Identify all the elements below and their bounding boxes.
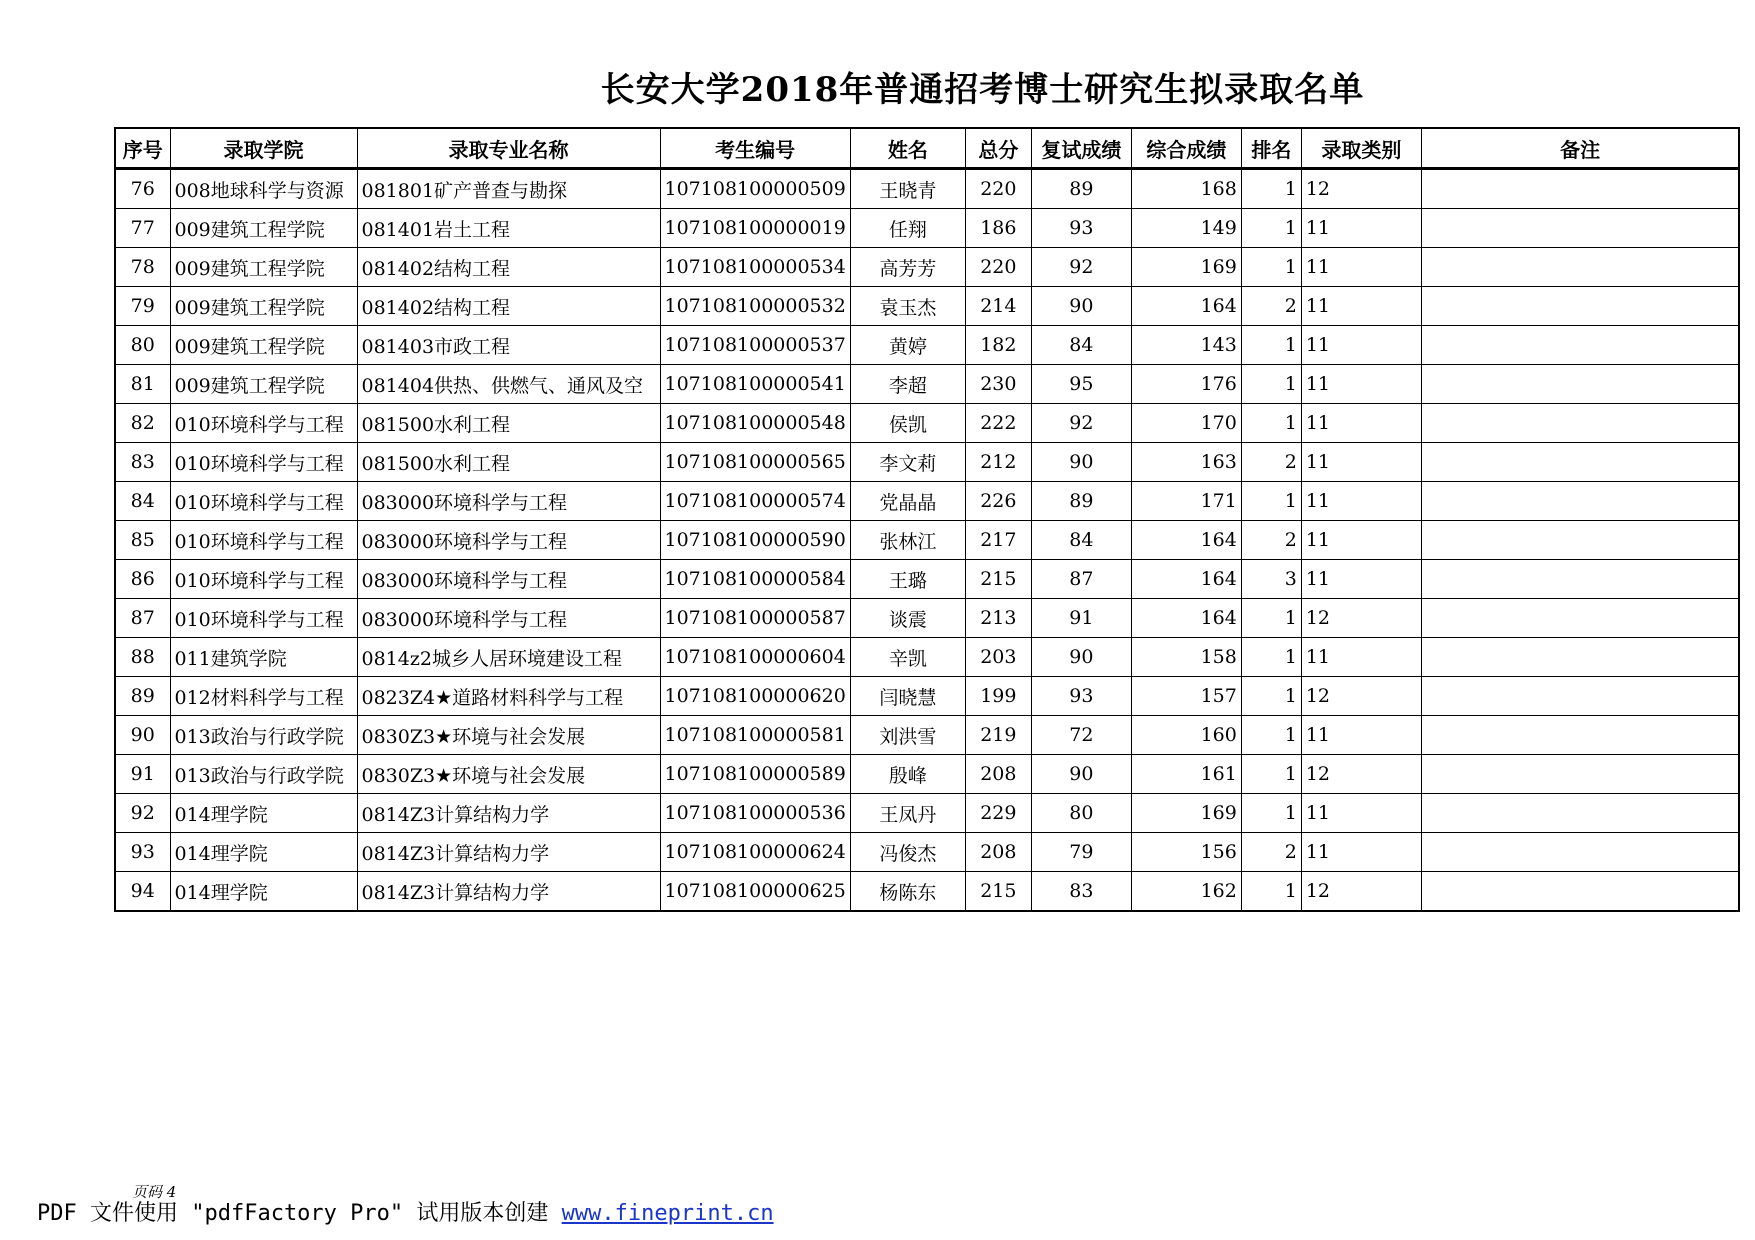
cell-index: 79: [115, 287, 170, 326]
cell-major: 0814Z3计算结构力学: [357, 794, 660, 833]
cell-major: 0830Z3★环境与社会发展: [357, 755, 660, 794]
cell-total-score: 215: [965, 560, 1031, 599]
cell-name: 侯凯: [850, 404, 965, 443]
cell-rank: 1: [1241, 365, 1301, 404]
cell-college: 010环境科学与工程: [170, 482, 357, 521]
cell-total-score: 186: [965, 209, 1031, 248]
cell-admission-type: 11: [1301, 287, 1421, 326]
cell-admission-type: 11: [1301, 248, 1421, 287]
cell-index: 77: [115, 209, 170, 248]
pdf-footer-text: PDF 文件使用 "pdfFactory Pro" 试用版本创建: [37, 1201, 562, 1226]
cell-admission-type: 12: [1301, 872, 1421, 912]
cell-admission-type: 12: [1301, 169, 1421, 209]
cell-total-score: 213: [965, 599, 1031, 638]
cell-candidate-id: 107108100000584: [660, 560, 850, 599]
cell-college: 010环境科学与工程: [170, 443, 357, 482]
cell-total-score: 215: [965, 872, 1031, 912]
cell-total-score: 220: [965, 248, 1031, 287]
cell-rank: 1: [1241, 169, 1301, 209]
cell-name: 袁玉杰: [850, 287, 965, 326]
col-header-retest-score: 复试成绩: [1031, 128, 1131, 169]
cell-composite-score: 162: [1131, 872, 1241, 912]
cell-major: 081402结构工程: [357, 248, 660, 287]
cell-admission-type: 11: [1301, 209, 1421, 248]
cell-admission-type: 11: [1301, 443, 1421, 482]
cell-candidate-id: 107108100000019: [660, 209, 850, 248]
cell-rank: 2: [1241, 443, 1301, 482]
cell-admission-type: 11: [1301, 482, 1421, 521]
admission-table-container: [114, 127, 1740, 912]
cell-composite-score: 164: [1131, 599, 1241, 638]
cell-candidate-id: 107108100000604: [660, 638, 850, 677]
cell-remarks: [1421, 755, 1739, 794]
cell-remarks: [1421, 560, 1739, 599]
cell-college: 009建筑工程学院: [170, 209, 357, 248]
cell-admission-type: 11: [1301, 833, 1421, 872]
cell-college: 014理学院: [170, 872, 357, 912]
cell-total-score: 222: [965, 404, 1031, 443]
cell-composite-score: 164: [1131, 560, 1241, 599]
table-row: [115, 560, 1739, 599]
cell-major: 0814Z3计算结构力学: [357, 833, 660, 872]
cell-name: 闫晓慧: [850, 677, 965, 716]
cell-total-score: 208: [965, 755, 1031, 794]
cell-retest-score: 93: [1031, 209, 1131, 248]
table-row: [115, 833, 1739, 872]
cell-major: 083000环境科学与工程: [357, 521, 660, 560]
cell-rank: 1: [1241, 209, 1301, 248]
cell-college: 012材料科学与工程: [170, 677, 357, 716]
cell-major: 081402结构工程: [357, 287, 660, 326]
cell-major: 083000环境科学与工程: [357, 599, 660, 638]
cell-college: 013政治与行政学院: [170, 755, 357, 794]
cell-index: 85: [115, 521, 170, 560]
cell-remarks: [1421, 326, 1739, 365]
cell-composite-score: 158: [1131, 638, 1241, 677]
cell-remarks: [1421, 599, 1739, 638]
cell-college: 010环境科学与工程: [170, 560, 357, 599]
table-row: [115, 248, 1739, 287]
cell-college: 008地球科学与资源: [170, 169, 357, 209]
cell-total-score: 219: [965, 716, 1031, 755]
pdf-footer: [37, 1196, 774, 1227]
cell-index: 93: [115, 833, 170, 872]
cell-candidate-id: 107108100000536: [660, 794, 850, 833]
cell-candidate-id: 107108100000565: [660, 443, 850, 482]
cell-name: 冯俊杰: [850, 833, 965, 872]
cell-index: 78: [115, 248, 170, 287]
cell-name: 任翔: [850, 209, 965, 248]
cell-rank: 2: [1241, 833, 1301, 872]
cell-retest-score: 84: [1031, 326, 1131, 365]
cell-college: 011建筑学院: [170, 638, 357, 677]
cell-college: 014理学院: [170, 794, 357, 833]
cell-major: 0814z2城乡人居环境建设工程: [357, 638, 660, 677]
cell-composite-score: 143: [1131, 326, 1241, 365]
table-row: [115, 599, 1739, 638]
cell-name: 谈震: [850, 599, 965, 638]
cell-candidate-id: 107108100000581: [660, 716, 850, 755]
cell-remarks: [1421, 287, 1739, 326]
cell-composite-score: 164: [1131, 521, 1241, 560]
cell-total-score: 229: [965, 794, 1031, 833]
cell-name: 刘洪雪: [850, 716, 965, 755]
cell-name: 张林江: [850, 521, 965, 560]
cell-remarks: [1421, 638, 1739, 677]
cell-name: 辛凯: [850, 638, 965, 677]
table-row: [115, 677, 1739, 716]
cell-college: 014理学院: [170, 833, 357, 872]
cell-rank: 1: [1241, 755, 1301, 794]
table-body: [115, 169, 1739, 912]
cell-retest-score: 91: [1031, 599, 1131, 638]
cell-major: 0830Z3★环境与社会发展: [357, 716, 660, 755]
cell-rank: 1: [1241, 599, 1301, 638]
cell-composite-score: 156: [1131, 833, 1241, 872]
cell-composite-score: 170: [1131, 404, 1241, 443]
cell-candidate-id: 107108100000537: [660, 326, 850, 365]
cell-admission-type: 11: [1301, 404, 1421, 443]
col-header-admission-type: 录取类别: [1301, 128, 1421, 169]
cell-retest-score: 84: [1031, 521, 1131, 560]
cell-retest-score: 89: [1031, 169, 1131, 209]
cell-rank: 1: [1241, 482, 1301, 521]
cell-index: 86: [115, 560, 170, 599]
cell-admission-type: 12: [1301, 599, 1421, 638]
cell-rank: 1: [1241, 638, 1301, 677]
cell-rank: 2: [1241, 521, 1301, 560]
cell-remarks: [1421, 794, 1739, 833]
cell-retest-score: 92: [1031, 248, 1131, 287]
cell-remarks: [1421, 521, 1739, 560]
cell-total-score: 217: [965, 521, 1031, 560]
cell-college: 009建筑工程学院: [170, 248, 357, 287]
cell-candidate-id: 107108100000589: [660, 755, 850, 794]
cell-rank: 1: [1241, 872, 1301, 912]
cell-college: 010环境科学与工程: [170, 404, 357, 443]
col-header-college: 录取学院: [170, 128, 357, 169]
table-header-row: [115, 128, 1739, 169]
col-header-major: 录取专业名称: [357, 128, 660, 169]
col-header-total-score: 总分: [965, 128, 1031, 169]
cell-major: 081500水利工程: [357, 404, 660, 443]
cell-remarks: [1421, 677, 1739, 716]
cell-candidate-id: 107108100000624: [660, 833, 850, 872]
cell-composite-score: 176: [1131, 365, 1241, 404]
cell-index: 87: [115, 599, 170, 638]
cell-index: 88: [115, 638, 170, 677]
cell-name: 党晶晶: [850, 482, 965, 521]
cell-index: 89: [115, 677, 170, 716]
cell-remarks: [1421, 872, 1739, 912]
table-row: [115, 365, 1739, 404]
cell-index: 81: [115, 365, 170, 404]
cell-major: 0823Z4★道路材料科学与工程: [357, 677, 660, 716]
table-row: [115, 287, 1739, 326]
cell-index: 94: [115, 872, 170, 912]
cell-name: 王凤丹: [850, 794, 965, 833]
cell-composite-score: 171: [1131, 482, 1241, 521]
table-row: [115, 794, 1739, 833]
col-header-composite-score: 综合成绩: [1131, 128, 1241, 169]
cell-rank: 2: [1241, 287, 1301, 326]
cell-index: 82: [115, 404, 170, 443]
cell-candidate-id: 107108100000590: [660, 521, 850, 560]
cell-remarks: [1421, 169, 1739, 209]
cell-total-score: 212: [965, 443, 1031, 482]
cell-composite-score: 169: [1131, 248, 1241, 287]
table-row: [115, 404, 1739, 443]
col-header-remarks: 备注: [1421, 128, 1739, 169]
table-row: [115, 209, 1739, 248]
cell-retest-score: 89: [1031, 482, 1131, 521]
cell-total-score: 226: [965, 482, 1031, 521]
cell-retest-score: 90: [1031, 287, 1131, 326]
cell-total-score: 208: [965, 833, 1031, 872]
cell-name: 殷峰: [850, 755, 965, 794]
cell-rank: 1: [1241, 677, 1301, 716]
cell-candidate-id: 107108100000587: [660, 599, 850, 638]
cell-candidate-id: 107108100000620: [660, 677, 850, 716]
cell-remarks: [1421, 404, 1739, 443]
cell-admission-type: 11: [1301, 326, 1421, 365]
cell-composite-score: 161: [1131, 755, 1241, 794]
cell-retest-score: 79: [1031, 833, 1131, 872]
cell-admission-type: 11: [1301, 794, 1421, 833]
cell-admission-type: 12: [1301, 755, 1421, 794]
cell-major: 0814Z3计算结构力学: [357, 872, 660, 912]
cell-total-score: 214: [965, 287, 1031, 326]
cell-retest-score: 90: [1031, 443, 1131, 482]
col-header-rank: 排名: [1241, 128, 1301, 169]
cell-candidate-id: 107108100000625: [660, 872, 850, 912]
page-number: 页码 4: [132, 1183, 177, 1201]
table-row: [115, 755, 1739, 794]
table-row: [115, 638, 1739, 677]
cell-college: 010环境科学与工程: [170, 599, 357, 638]
cell-name: 黄婷: [850, 326, 965, 365]
cell-remarks: [1421, 443, 1739, 482]
cell-retest-score: 80: [1031, 794, 1131, 833]
cell-composite-score: 160: [1131, 716, 1241, 755]
cell-admission-type: 11: [1301, 638, 1421, 677]
table-row: [115, 169, 1739, 209]
cell-major: 081403市政工程: [357, 326, 660, 365]
cell-total-score: 220: [965, 169, 1031, 209]
cell-rank: 1: [1241, 794, 1301, 833]
cell-rank: 1: [1241, 248, 1301, 287]
cell-index: 76: [115, 169, 170, 209]
page-title: 长安大学2018年普通招考博士研究生拟录取名单: [600, 70, 1365, 110]
cell-major: 081401岩土工程: [357, 209, 660, 248]
cell-name: 杨陈东: [850, 872, 965, 912]
cell-remarks: [1421, 365, 1739, 404]
cell-remarks: [1421, 482, 1739, 521]
cell-remarks: [1421, 833, 1739, 872]
cell-major: 081404供热、供燃气、通风及空: [357, 365, 660, 404]
cell-college: 013政治与行政学院: [170, 716, 357, 755]
cell-major: 083000环境科学与工程: [357, 560, 660, 599]
cell-index: 92: [115, 794, 170, 833]
col-header-index: 序号: [115, 128, 170, 169]
cell-name: 高芳芳: [850, 248, 965, 287]
cell-composite-score: 164: [1131, 287, 1241, 326]
cell-total-score: 199: [965, 677, 1031, 716]
cell-major: 083000环境科学与工程: [357, 482, 660, 521]
cell-total-score: 230: [965, 365, 1031, 404]
cell-index: 90: [115, 716, 170, 755]
table-row: [115, 872, 1739, 912]
table-row: [115, 521, 1739, 560]
cell-remarks: [1421, 248, 1739, 287]
fineprint-link[interactable]: www.fineprint.cn: [561, 1201, 774, 1226]
cell-rank: 1: [1241, 326, 1301, 365]
cell-admission-type: 12: [1301, 677, 1421, 716]
cell-retest-score: 72: [1031, 716, 1131, 755]
table-row: [115, 443, 1739, 482]
cell-retest-score: 90: [1031, 755, 1131, 794]
cell-name: 李文莉: [850, 443, 965, 482]
cell-retest-score: 93: [1031, 677, 1131, 716]
cell-candidate-id: 107108100000534: [660, 248, 850, 287]
cell-college: 010环境科学与工程: [170, 521, 357, 560]
cell-college: 009建筑工程学院: [170, 365, 357, 404]
cell-college: 009建筑工程学院: [170, 326, 357, 365]
cell-rank: 3: [1241, 560, 1301, 599]
cell-candidate-id: 107108100000509: [660, 169, 850, 209]
cell-retest-score: 83: [1031, 872, 1131, 912]
col-header-name: 姓名: [850, 128, 965, 169]
cell-name: 王璐: [850, 560, 965, 599]
cell-composite-score: 168: [1131, 169, 1241, 209]
cell-retest-score: 92: [1031, 404, 1131, 443]
table-row: [115, 716, 1739, 755]
cell-index: 80: [115, 326, 170, 365]
cell-admission-type: 11: [1301, 560, 1421, 599]
cell-admission-type: 11: [1301, 716, 1421, 755]
cell-retest-score: 95: [1031, 365, 1131, 404]
cell-name: 王晓青: [850, 169, 965, 209]
table-row: [115, 482, 1739, 521]
table-row: [115, 326, 1739, 365]
cell-major: 081801矿产普查与勘探: [357, 169, 660, 209]
cell-name: 李超: [850, 365, 965, 404]
cell-composite-score: 157: [1131, 677, 1241, 716]
cell-remarks: [1421, 716, 1739, 755]
cell-retest-score: 90: [1031, 638, 1131, 677]
cell-index: 84: [115, 482, 170, 521]
cell-index: 91: [115, 755, 170, 794]
cell-composite-score: 149: [1131, 209, 1241, 248]
cell-candidate-id: 107108100000574: [660, 482, 850, 521]
cell-candidate-id: 107108100000532: [660, 287, 850, 326]
cell-admission-type: 11: [1301, 365, 1421, 404]
cell-composite-score: 169: [1131, 794, 1241, 833]
cell-index: 83: [115, 443, 170, 482]
cell-retest-score: 87: [1031, 560, 1131, 599]
cell-admission-type: 11: [1301, 521, 1421, 560]
cell-major: 081500水利工程: [357, 443, 660, 482]
col-header-candidate-id: 考生编号: [660, 128, 850, 169]
cell-total-score: 182: [965, 326, 1031, 365]
cell-remarks: [1421, 209, 1739, 248]
cell-rank: 1: [1241, 716, 1301, 755]
cell-composite-score: 163: [1131, 443, 1241, 482]
cell-rank: 1: [1241, 404, 1301, 443]
cell-college: 009建筑工程学院: [170, 287, 357, 326]
admission-table: [114, 127, 1740, 912]
cell-candidate-id: 107108100000548: [660, 404, 850, 443]
cell-candidate-id: 107108100000541: [660, 365, 850, 404]
cell-total-score: 203: [965, 638, 1031, 677]
